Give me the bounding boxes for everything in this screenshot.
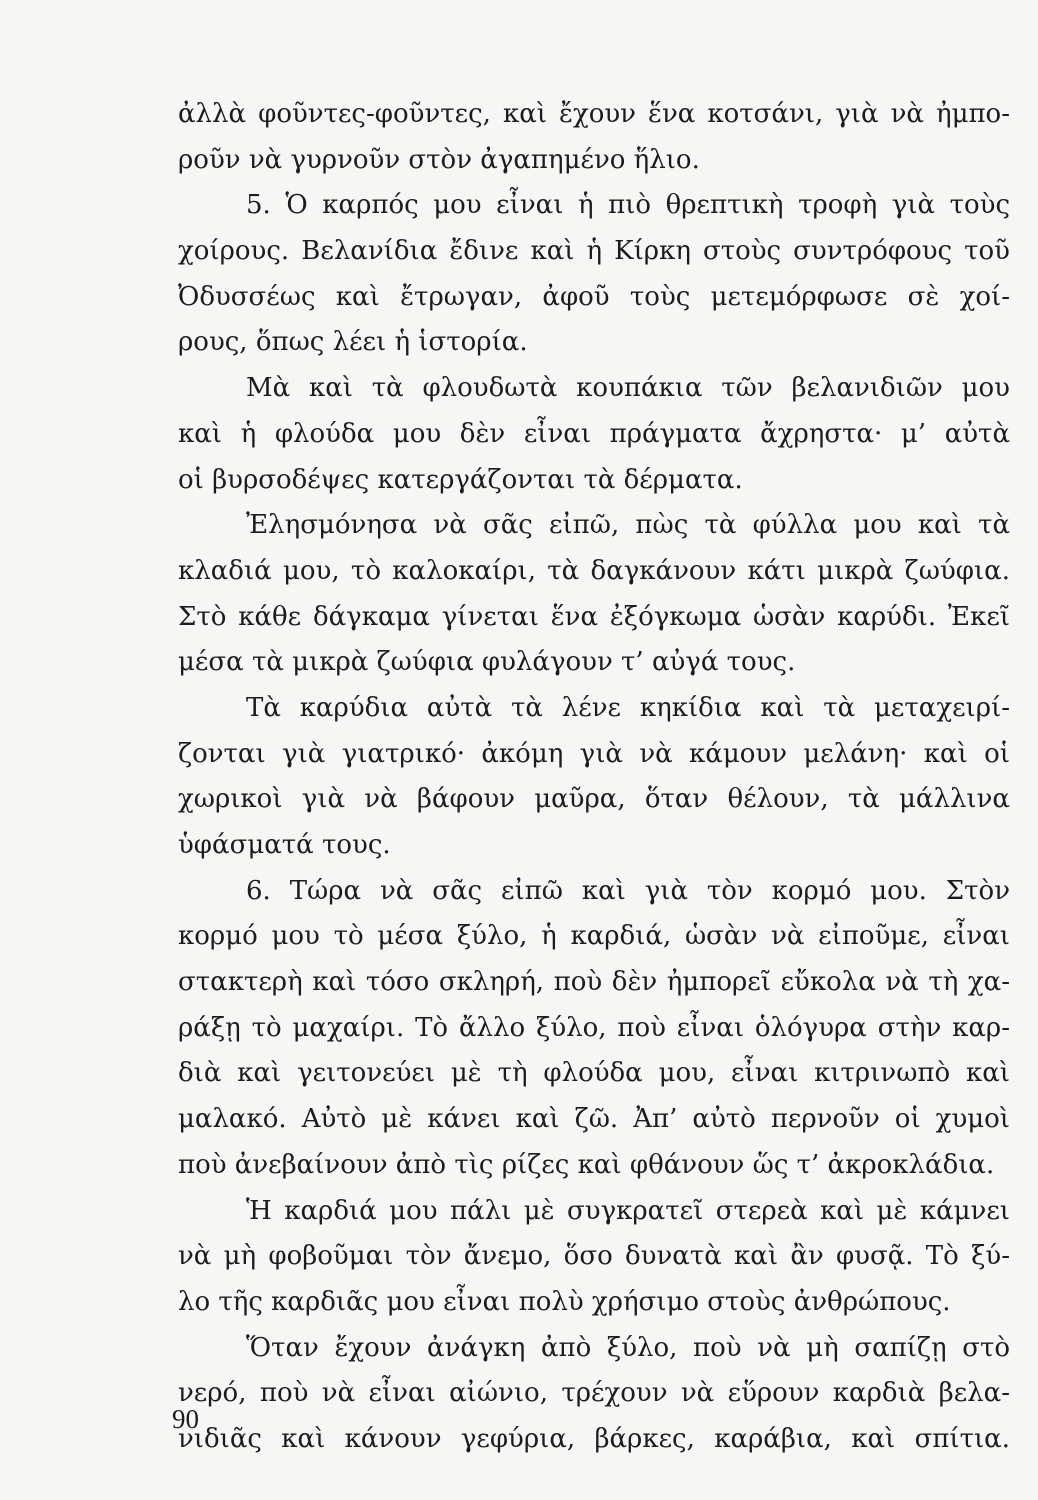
text-line: νὰ μὴ φοβοῦμαι τὸν ἄνεμο, ὅσο δυνατὰ καὶ ἂν φυσᾷ. Τὸ ξύ- — [178, 1241, 1010, 1272]
text-line: Ἡ καρδιά μου πάλι μὲ συγκρατεῖ στερεὰ καὶ μὲ κάμνει — [246, 1195, 1010, 1226]
text-line: ὑφάσματά τους. — [178, 830, 391, 860]
page-number: 90 — [172, 1404, 199, 1434]
text-line: Μὰ καὶ τὰ φλουδωτὰ κουπάκια τῶν βελανιδιῶν μου — [246, 373, 1010, 404]
text-line: Τὰ καρύδια αὐτὰ τὰ λένε κηκίδια καὶ τὰ μεταχειρί- — [246, 692, 1010, 723]
text-line: ἀλλὰ φοῦντες-φοῦντες, καὶ ἔχουν ἕνα κοτσάνι, γιὰ νὰ ἠμπο- — [178, 99, 1010, 129]
text-line: διὰ καὶ γειτονεύει μὲ τὴ φλούδα μου, εἶναι κιτρινωπὸ καὶ — [178, 1058, 1010, 1089]
text-line: Στὸ κάθε δάγκαμα γίνεται ἕνα ἐξόγκωμα ὡσὰν καρύδι. Ἐκεῖ — [178, 601, 1010, 632]
text-line: λο τῆς καρδιᾶς μου εἶναι πολὺ χρήσιμο στοὺς ἀνθρώπους. — [178, 1286, 951, 1317]
text-line: νερό, ποὺ νὰ εἶναι αἰώνιο, τρέχουν νὰ εὕρουν καρδιὰ βελα- — [178, 1378, 1010, 1409]
text-line: μέσα τὰ μικρὰ ζωύφια φυλάγουν τ’ αὐγά τους. — [178, 647, 796, 678]
text-line: κλαδιά μου, τὸ καλοκαίρι, τὰ δαγκάνουν κάτι μικρὰ ζωύφια. — [178, 555, 1010, 586]
text-line: 5. Ὁ καρπός μου εἶναι ἡ πιὸ θρεπτικὴ τροφὴ γιὰ τοὺς — [246, 190, 1010, 221]
body-text — [178, 92, 1010, 1463]
text-line: 6. Τώρα νὰ σᾶς εἰπῶ καὶ γιὰ τὸν κορμό μου. Στὸν — [246, 875, 1010, 906]
text-line: μαλακό. Αὐτὸ μὲ κάνει καὶ ζῶ. Ἀπ’ αὐτὸ περνοῦν οἱ χυμοὶ — [178, 1104, 1010, 1135]
text-line: καὶ ἡ φλούδα μου δὲν εἶναι πράγματα ἄχρηστα· μ’ αὐτὰ — [178, 418, 1010, 449]
text-line: Ὀδυσσέως καὶ ἔτρωγαν, ἀφοῦ τοὺς μετεμόρφωσε σὲ χοί- — [178, 281, 1010, 312]
text-line: νιδιᾶς καὶ κάνουν γεφύρια, βάρκες, καράβια, καὶ σπίτια. — [178, 1423, 1010, 1454]
text-line: στακτερὴ καὶ τόσο σκληρή, ποὺ δὲν ἠμπορεῖ εὔκολα νὰ τὴ χα- — [178, 967, 1010, 998]
text-line: κορμό μου τὸ μέσα ξύλο, ἡ καρδιά, ὡσὰν νὰ εἰποῦμε, εἶναι — [178, 921, 1010, 952]
text-line: ροῦν νὰ γυρνοῦν στὸν ἀγαπημένο ἥλιο. — [178, 144, 700, 175]
text-line: ζονται γιὰ γιατρικό· ἀκόμη γιὰ νὰ κάμουν μελάνη· καὶ οἱ — [178, 738, 1010, 769]
text-line: χωρικοὶ γιὰ νὰ βάφουν μαῦρα, ὅταν θέλουν, τὰ μάλλινα — [178, 784, 1010, 815]
text-line: Ὅταν ἔχουν ἀνάγκη ἀπὸ ξύλο, ποὺ νὰ μὴ σαπίζῃ στὸ — [246, 1332, 1010, 1363]
text-line: ράξῃ τὸ μαχαίρι. Τὸ ἄλλο ξύλο, ποὺ εἶναι ὁλόγυρα στὴν καρ- — [178, 1012, 1010, 1043]
text-line: οἱ βυρσοδέψες κατεργάζονται τὰ δέρματα. — [178, 464, 743, 495]
text-line: ποὺ ἀνεβαίνουν ἀπὸ τὶς ρίζες καὶ φθάνουν ὥς τ’ ἀκροκλάδια. — [178, 1149, 995, 1180]
text-line: ρους, ὅπως λέει ἡ ἱστορία. — [178, 327, 528, 358]
text-line: χοίρους. Βελανίδια ἔδινε καὶ ἡ Κίρκη στοὺς συντρόφους τοῦ — [178, 236, 1010, 267]
text-line: Ἐλησμόνησα νὰ σᾶς εἰπῶ, πὼς τὰ φύλλα μου καὶ τὰ — [246, 510, 1010, 541]
